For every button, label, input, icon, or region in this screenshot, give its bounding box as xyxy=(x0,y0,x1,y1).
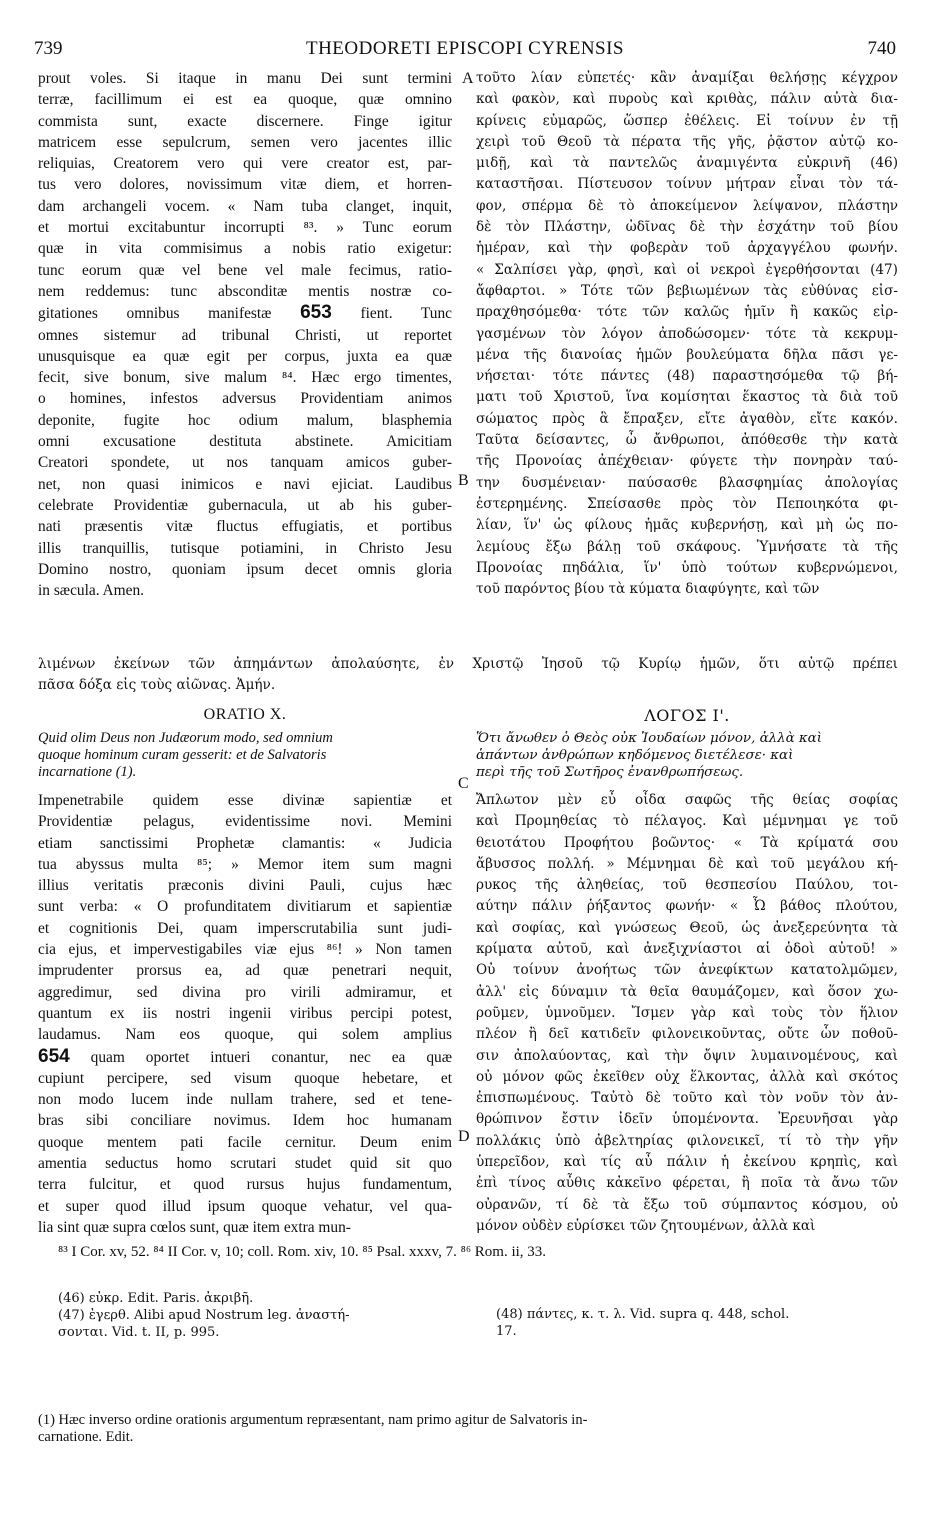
latin-text-line: etiam sanctissimi Prophetæ clamantis: « Judicia xyxy=(38,834,452,852)
latin-text-line: amentia seductus homo scrutari studet quid sit quo xyxy=(38,1155,452,1173)
latin-text-line: omni excusatione destituta abstinete. Amicitiam xyxy=(38,433,452,451)
latin-text-line: et cognitionis Dei, quam imperscrutabilia sunt judi- xyxy=(38,919,452,937)
critical-note-line: (48) πάντες, κ. τ. λ. Vid. supra q. 448, schol. xyxy=(496,1307,790,1322)
greek-text-line: πολλάκις ὑπὸ ἀβελτηρίας φιλονεικεῖ, τί τὸ τὴν γῆν xyxy=(476,1132,898,1149)
greek-text-line: οὐ μόνον φῶς ἐκεῖθεν οὐχ ἕλκοντας, ἀλλὰ καὶ σκότος xyxy=(476,1068,898,1085)
greek-column-top xyxy=(476,68,898,600)
latin-text-line: o homines, infestos adversus Providentiam animos xyxy=(38,390,452,408)
greek-text-line: μένα τῆς διανοίας ἡμῶν βουλεύματα δῆλα πᾶσι γε- xyxy=(476,346,898,363)
critical-note-line: (47) ἐγερθ. Alibi apud Nostrum leg. ἀναστή- xyxy=(58,1308,350,1323)
greek-text-line: ἐπὶ τίνος αὖθις κἀκεῖνο φέρεται, ἢ ποῖα τὰ ἄνω τῶν xyxy=(476,1175,898,1192)
critical-note-line: σονται. Vid. t. II, p. 995. xyxy=(58,1325,220,1340)
latin-text-line: laudamus. Nam eos quoque, qui solem amplius xyxy=(38,1026,452,1044)
latin-text-line: quantum ex iis nostri ingenii viribus percipi potest, xyxy=(38,1004,452,1022)
latin-text-line: tus vero dolores, novissimum vitæ diem, et horren- xyxy=(38,176,452,194)
greek-text-line: δὲ τὸν Πλάστην, ὠδῖνας δὲ τὴν ἐσχάτην τοῦ βίου xyxy=(476,219,898,236)
latin-text-line: et super quod illud ipsum quoque vehatur, vel qua- xyxy=(38,1197,452,1215)
latin-text-line: reliquias, Creatorem vero qui vere creator est, par- xyxy=(38,155,452,173)
greek-text-line: πλέον ἢ δεῖ κατιδεῖν φιλονεικοῦντας, οὔτε ὧν ποθοῦ- xyxy=(476,1026,898,1043)
latin-subtitle-line: quoque hominum curam gesserit: et de Salvatoris xyxy=(38,747,327,763)
latin-text-line: sunt verba: « O profunditatem divitiarum et sapientiæ xyxy=(38,898,452,916)
latin-text-line: cupiunt percipere, sed visum quoque hebetare, et xyxy=(38,1069,452,1087)
greek-text-line: κρίματα αὐτοῦ, καὶ ἀνεξιχνίαστοι αἱ ὁδοὶ αὐτοῦ! » xyxy=(476,941,898,958)
greek-text-line: Ταῦτα δείσαντες, ὦ ἄνθρωποι, ἀπόθεσθε τὴν κατὰ xyxy=(476,432,898,449)
latin-column-bottom xyxy=(38,790,452,1238)
greek-text-line: ἄφθαρτοι. » Τότε τῶν βεβιωμένων τὰς εὐθύνας εἰσ- xyxy=(476,282,898,299)
greek-text-line: ρυκος τῆς ἀληθείας, τοῦ θεσπεσίου Παύλου, τοι- xyxy=(476,877,898,894)
full-width-line-2: πᾶσα δόξα εἰς τοὺς αἰῶνας. Ἀμήν. xyxy=(38,677,276,693)
greek-text-line: ἀλλ' εἰς δύναμιν τὰ θεῖα θαυμάζομεν, καὶ ὅσον χω- xyxy=(476,983,898,1000)
latin-text-segment: fient. Tunc xyxy=(360,305,452,323)
latin-text-line: nem reddemus: tunc absconditæ mentis nostræ co- xyxy=(38,282,452,300)
greek-text-line: τῆς Προνοίας ἀπέχθειαν· φύγετε τὴν πονηρὰν ταύ- xyxy=(476,453,898,470)
page-marker-653: 653 xyxy=(300,302,332,324)
greek-text-line: πραχθησόμεθα· τότε τῶν καλῶς ἡμῖν ἢ κακῶς εἰρ- xyxy=(476,304,898,321)
greek-text-line: θειοτάτου Προφήτου βοῶντος· « Τὰ κρίματά σου xyxy=(476,834,898,851)
greek-text-line: γασμένων τὸν λόγον ἀποδώσομεν· τότε τὰ κεκρυμ- xyxy=(476,325,898,342)
page-header xyxy=(34,38,896,64)
latin-text-line: terræ, facillimum ei est ea quoque, quæ omnino xyxy=(38,91,452,109)
latin-text-line: Impenetrabile quidem esse divinæ sapientiæ et xyxy=(38,792,452,809)
greek-text-line: σιν ἀπολαύοντας, καὶ τὴν ὄψιν λυμαινομένους, καὶ xyxy=(476,1047,898,1064)
greek-text-line: κρίνεις εὐμαρῶς, ὥσπερ ἐθέλεις. Εἰ τοίνυν ἐν τῇ xyxy=(476,112,898,129)
greek-text-line: τοῦ παρόντος βίου τὰ κύματα διαφύγητε, καὶ τῶν xyxy=(476,581,820,598)
column-marker-a: A xyxy=(462,70,474,87)
critical-notes-right xyxy=(496,1306,896,1340)
greek-oration-heading: ΛΟΓΟΣ Ι'. xyxy=(644,706,730,725)
latin-text-line: prout voles. Si itaque in manu Dei sunt termini xyxy=(38,70,452,87)
greek-text-line: αύτην πάλιν ῥήξαντος φωνήν· « Ὦ βάθος πλούτου, xyxy=(476,898,898,915)
greek-subtitle-line: περὶ τῆς τοῦ Σωτῆρος ἐνανθρωπήσεως. xyxy=(476,765,744,780)
column-marker-d: D xyxy=(458,1128,470,1145)
latin-subtitle-line: incarnatione (1). xyxy=(38,764,137,780)
greek-text-line: τοῦτο λίαν εὐπετές· κἂν ἀναμίξαι θελήσῃς κέγχρον xyxy=(476,70,898,86)
greek-text-line: ἐστερημένης. Σπείσασθε πρὸς τὸν Πεποιηκότα φι- xyxy=(476,495,898,512)
scripture-references: ⁸³ I Cor. xv, 52. ⁸⁴ II Cor. v, 10; coll. Rom. xiv, 10. ⁸⁵ Psal. xxxv, 7. ⁸⁶ Rom. ii, 33. xyxy=(58,1244,547,1260)
latin-text-line: bras sibi conciliare novimus. Idem hoc humanam xyxy=(38,1112,452,1130)
greek-text-line: μόνον οὐδὲν εὑρίσκει τῶν ζητουμένων, ἀλλὰ καὶ xyxy=(476,1217,816,1234)
greek-full-width-continuation xyxy=(38,654,898,696)
greek-text-line: λεμίους ἔξω βάλῃ τοῦ σκάφους. Ὑμνήσατε τὰ τῆς xyxy=(476,538,898,555)
latin-text-line: deponite, fugite hoc odium malum, blasphemia xyxy=(38,411,452,429)
greek-text-line: ἐπισπωμένους. Ταὐτὸ δὲ τοῦτο καὶ τὸν νοῦν τὸν ἀν- xyxy=(476,1090,898,1107)
critical-notes-left xyxy=(58,1290,478,1341)
latin-subtitle-line: Quid olim Deus non Judæorum modo, sed omnium xyxy=(38,730,333,746)
editor-note-line: carnatione. Edit. xyxy=(38,1429,134,1445)
greek-text-line: καὶ φακὸν, καὶ πυροὺς καὶ κριθὰς, πάλιν αὐτὰ δια- xyxy=(476,91,898,108)
editor-note xyxy=(38,1412,898,1446)
latin-text-line: commista sunt, exacte discernere. Finge igitur xyxy=(38,112,452,130)
page-marker-654: 654 xyxy=(38,1045,70,1067)
latin-text-line xyxy=(38,1046,452,1068)
latin-text-line: lia sint quæ supra cœlos sunt, quæ item extra mun- xyxy=(38,1218,351,1236)
greek-text-line: φον, σπέρμα δὲ τὸ ἀποκείμενον λείψανον, πλάστην xyxy=(476,197,898,214)
latin-subtitle xyxy=(38,730,452,781)
latin-text-line: illius veritatis præconis divini Pauli, cujus hæc xyxy=(38,877,452,895)
greek-subtitle-line: Ὅτι ἄνωθεν ὁ Θεὸς οὐκ Ἰουδαίων μόνον, ἀλλὰ καὶ xyxy=(476,731,822,746)
greek-text-line: οὐρανῶν, τί δὲ τὰ ἔξω τοῦ σύμπαντος κόσμου, οὐ xyxy=(476,1196,898,1213)
greek-text-line: σώματος πρὸς ἃ ἔπραξεν, εἴτε ἀγαθὸν, εἴτε κακόν. xyxy=(476,410,898,427)
critical-note-line: (46) εὐκρ. Edit. Paris. ἀκριβῆ. xyxy=(58,1291,254,1306)
latin-text-line: in sæcula. Amen. xyxy=(38,582,145,600)
greek-text-line: την δυσμένειαν· παύσασθε βλασφημίας ἀπολογίας xyxy=(476,474,898,491)
latin-text-line: quoque mentem pati facile cernitur. Deum enim xyxy=(38,1133,452,1151)
latin-text-segment: quam oportet intueri conantur, nec ea quæ xyxy=(90,1048,452,1066)
latin-text-line: celebrate Providentiæ gubernacula, ut ab his guber- xyxy=(38,496,452,514)
greek-text-line: καὶ σοφίας, καὶ γνώσεως Θεοῦ, ὡς ἀνεξερεύνητα τὰ xyxy=(476,919,898,936)
greek-text-line: θρώπινον ἔστιν ἰδεῖν ὑπομένοντα. Ἐρευνῆσαι γὰρ xyxy=(476,1111,898,1128)
latin-text-line xyxy=(38,302,452,324)
editor-note-line: (1) Hæc inverso ordine orationis argumentum repræsentant, nam primo agitur de Salvatoris in- xyxy=(38,1412,588,1428)
latin-text-line: tunc eorum quæ vel bene vel male fecimus, ratio- xyxy=(38,261,452,279)
greek-text-line: ἡμέραν, καὶ τὴν φοβερὰν τοῦ ἀρχαγγέλου φωνήν. xyxy=(476,240,898,257)
latin-text-line: cia ejus, et impervestigabiles viæ ejus ⁸⁶! » Non tamen xyxy=(38,941,452,959)
latin-text-line: net, non quasi inimicos e navi ejiciat. Laudibus xyxy=(38,475,452,493)
greek-text-line: ἄβυσσος πολλή. » Μέμνημαι δὲ καὶ τοῦ μεγάλου κή- xyxy=(476,855,898,872)
latin-text-line: dam archangeli vocem. « Nam tuba clanget, inquit, xyxy=(38,197,452,215)
latin-text-line: et mortui excitabuntur incorrupti ⁸³. » Tunc eorum xyxy=(38,219,452,237)
greek-subtitle-line: ἁπάντων ἀνθρώπων κηδόμενος διετέλεσε· καὶ xyxy=(476,748,794,763)
greek-text-line: Οὐ τοίνυν ἀνοήτως τῶν ἀνεφίκτων κατατολμῶμεν, xyxy=(476,962,898,979)
column-marker-c: C xyxy=(458,775,469,792)
latin-oration-heading: ORATIO X. xyxy=(203,706,287,723)
latin-text-line: Providentiæ pelagus, evidentissime novi. Memini xyxy=(38,813,452,831)
latin-text-line: aggredimur, sed divina pro virili admiramur, et xyxy=(38,983,452,1001)
latin-text-line: matricem esse sepulcrum, semen vero jacentes illic xyxy=(38,133,452,151)
full-width-line-1: λιμένων ἐκείνων τῶν ἀπημάντων ἀπολαύσητε, ἐν Χριστῷ Ἰησοῦ τῷ Κυρίῳ ἡμῶν, ὅτι αὐτῷ πρέπει xyxy=(38,656,898,672)
latin-column-top xyxy=(38,68,452,601)
greek-subtitle xyxy=(476,730,898,781)
latin-text-line: imprudenter prorsus ea, ad quæ penetrari nequit, xyxy=(38,962,452,980)
greek-text-line: καταστῆσαι. Πίστευσον τοίνυν μήτραν εἶναι τὸν τά- xyxy=(476,176,898,193)
greek-text-line: μιδῇ, καὶ τὰ παντελῶς ἀναμιγέντα εὐκρινῆ (46) xyxy=(476,155,898,172)
greek-text-line: ὑπερεῖδον, καὶ τίς αὖ πάλιν ἡ ἐκείνου κρηπὶς, καὶ xyxy=(476,1154,898,1171)
column-marker-b: B xyxy=(458,472,469,489)
latin-text-line: quæ in vita commisimus a nobis ratio exigetur: xyxy=(38,240,452,258)
latin-text-line: unusquisque ea quæ egit per corpus, juxta ea quæ xyxy=(38,347,452,365)
latin-text-segment: gitationes omnibus manifestæ xyxy=(38,305,272,323)
greek-text-line: καὶ Προμηθείας τὸ πέλαγος. Καὶ μέμνημαι γε τοῦ xyxy=(476,813,898,830)
latin-text-line: omnes sistemur ad tribunal Christi, ut reportet xyxy=(38,326,452,344)
critical-note-line: 17. xyxy=(496,1324,517,1339)
latin-text-line: terra fulcitur, et quod rursus hujus fundamentum, xyxy=(38,1176,452,1194)
greek-text-line: νήσεται· τότε πάντες (48) παραστησόμεθα τῷ βή- xyxy=(476,368,898,385)
latin-text-line: tua abyssus multa ⁸⁵; » Memor item sum magni xyxy=(38,855,452,873)
greek-text-line: « Σαλπίσει γὰρ, φησὶ, καὶ οἱ νεκροὶ ἐγερθήσονται (47) xyxy=(476,261,898,278)
latin-text-line: non modo lucem inde nullam trahere, sed et tene- xyxy=(38,1091,452,1109)
running-title: THEODORETI EPISCOPI CYRENSIS xyxy=(305,38,625,59)
greek-text-line: λίαν, ἵν' ὡς φίλους ἡμᾶς κυβερνήσῃ, καὶ μὴ ὡς πο- xyxy=(476,517,898,534)
latin-text-line: illis tranquillis, tutisque potiamini, in Christo Jesu xyxy=(38,539,452,557)
page-number-left: 739 xyxy=(34,38,63,59)
latin-text-line: fecit, sive bonum, sive malum ⁸⁴. Hæc ergo timentes, xyxy=(38,369,452,387)
latin-text-line: Domino nostro, quoniam ipsum decet omnis gloria xyxy=(38,560,452,578)
latin-text-line: Creatori spondete, ut nos tanquam amicos guber- xyxy=(38,454,452,472)
greek-text-line: Ἄπλωτον μὲν εὖ οἶδα σαφῶς τῆς θείας σοφίας xyxy=(476,792,898,808)
latin-text-line: nati præsentis vitæ fluctus effugiatis, et portibus xyxy=(38,518,452,536)
page-number-right: 740 xyxy=(867,38,896,59)
greek-text-line: ματι τοῦ Χριστοῦ, ἵνα κομίσηται ἕκαστος τὰ διὰ τοῦ xyxy=(476,389,898,406)
greek-text-line: Προνοίας πηδάλια, ἵν' ὑπὸ τούτων κυβερνώμενοι, xyxy=(476,559,898,576)
greek-text-line: χειρὶ τοῦ Θεοῦ τὰ πέρατα τῆς γῆς, ῥᾷστον αὐτῷ κο- xyxy=(476,133,898,150)
greek-text-line: ροῦμεν, ὑμνοῦμεν. Ἴσμεν γὰρ καὶ τοὺς τὸν ἥλιον xyxy=(476,1004,898,1021)
greek-column-bottom xyxy=(476,790,898,1237)
